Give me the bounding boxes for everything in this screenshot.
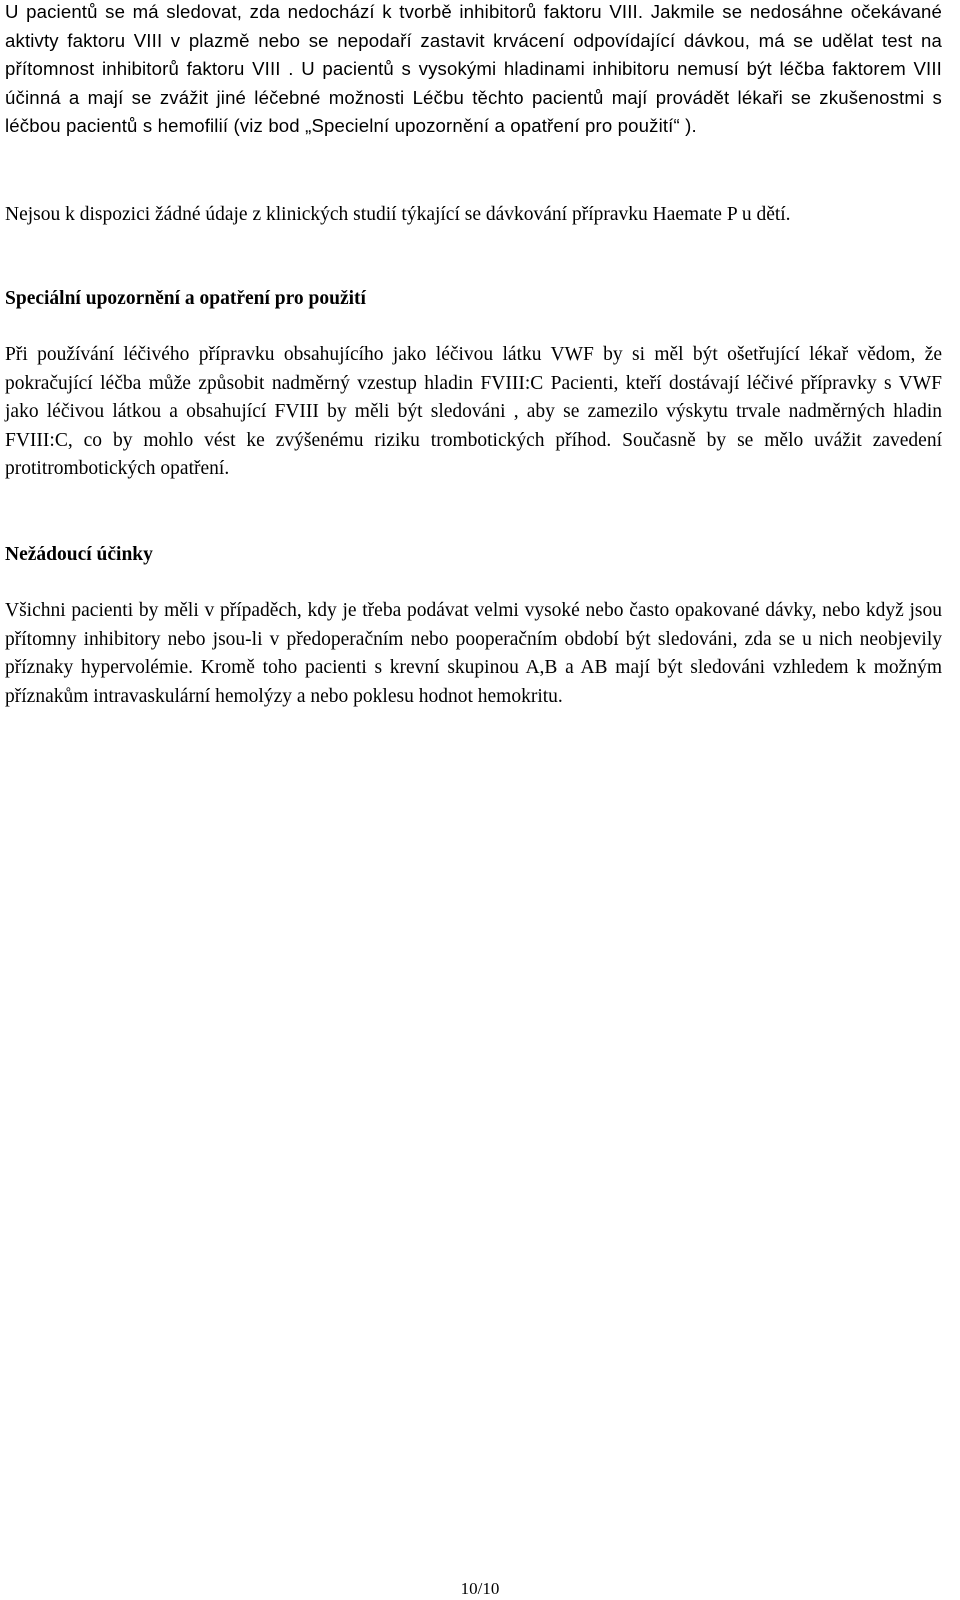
paragraph-warnings: Při používání léčivého přípravku obsahujícího jako léčivou látku VWF by si měl být ošetřující lékař vědom, že pokračující léčba může způsobit nadměrný vzestup hladin FVIII:C Pacienti, kteří dostávají léčivé přípravky s VWF jako léčivou látkou a obsahující FVIII by měli být sledováni , aby se zamezilo výskytu trvale nadměrných hladin FVIII:C, co by mohlo vést ke zvýšenému riziku trombotických příhod. Současně by se mělo uvážit zavedení protitrombotických opatření. xyxy=(5,344,942,480)
paragraph-adverse-effects: Všichni pacienti by měli v případěch, kdy je třeba podávat velmi vysoké nebo často opakované dávky, nebo když jsou přítomny inhibitory nebo jsou-li v předoperačním nebo pooperačním období být sledováni, zda se u nich neobjevily příznaky hypervolémie. Kromě toho pacienti s krevní skupinou A,B a AB mají být sledováni vzhledem k možným příznakům intravaskulární hemolýzy a nebo poklesu hodnot hemokritu. xyxy=(5,600,942,707)
paragraph-pediatric-data: Nejsou k dispozici žádné údaje z klinických studií týkající se dávkování přípravku Haemate P u dětí. xyxy=(5,204,791,225)
page-number: 10/10 xyxy=(460,1579,500,1598)
paragraph-inhibitor-monitoring: U pacientů se má sledovat, zda nedochází k tvorbě inhibitorů faktoru VIII. Jakmile se nedosáhne očekávané aktivty faktoru VIII v plazmě nebo se nepodaří zastavit krvácení odpovídající dávkou, má se udělat test na přítomnost inhibitorů faktoru VIII . U pacientů s vysokými hladinami inhibitoru nemusí být léčba faktorem VIII účinná a mají se zvážit jiné léčebné možnosti Léčbu těchto pacientů mají provádět lékaři se zkušenostmi s léčbou pacientů s hemofilií (viz bod „Specielní upozornění a opatření pro použití“ ). xyxy=(5,1,942,137)
section-heading-adverse-effects: Nežádoucí účinky xyxy=(5,544,153,565)
section-heading-warnings: Speciální upozornění a opatření pro použití xyxy=(5,288,366,309)
